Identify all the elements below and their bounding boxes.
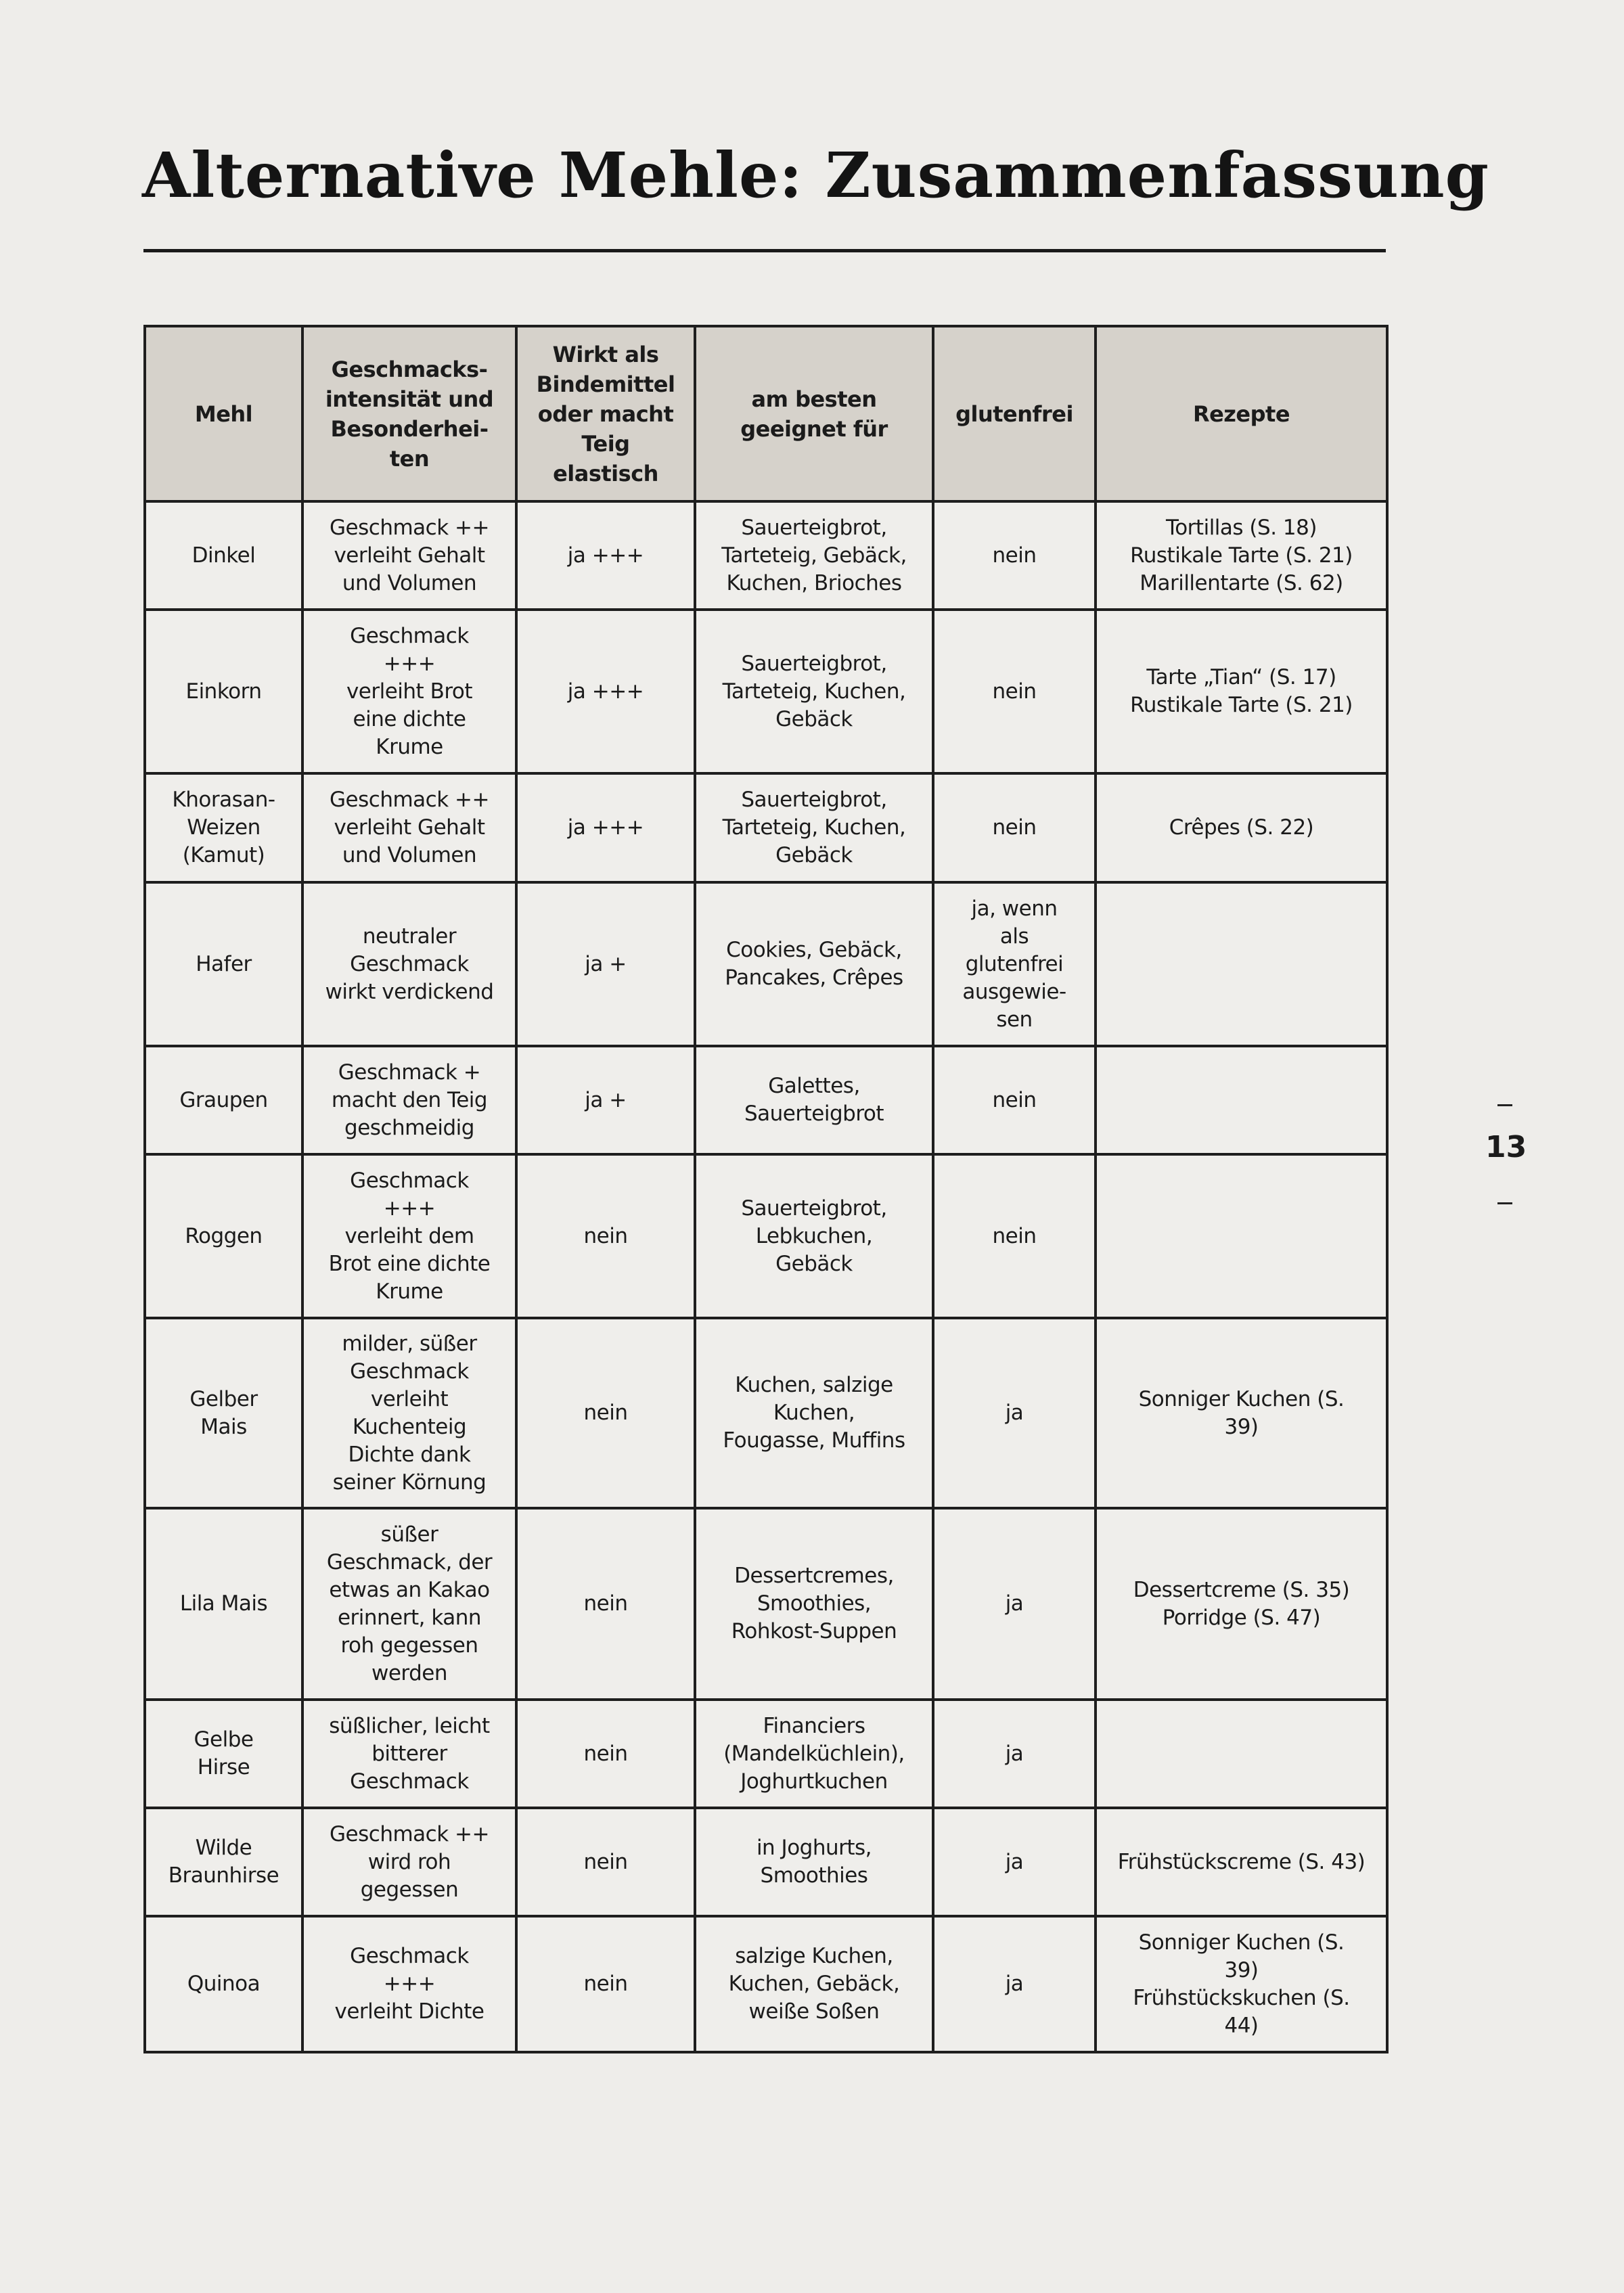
cell-geeignet: Sauerteigbrot, Lebkuchen, Gebäck xyxy=(695,1154,933,1318)
page-title: Alternative Mehle: Zusammenfassung xyxy=(142,139,1489,212)
cell-rezepte xyxy=(1096,1700,1387,1808)
cell-geschmack: Geschmack + macht den Teig geschmeidig xyxy=(302,1046,516,1154)
cell-mehl: Einkorn xyxy=(145,610,302,773)
cell-mehl: Quinoa xyxy=(145,1916,302,2052)
cell-geeignet: Cookies, Gebäck, Pancakes, Crêpes xyxy=(695,882,933,1046)
table-row xyxy=(145,773,1387,882)
cell-geeignet: Financiers (Mandelküchlein), Joghurtkuchen xyxy=(695,1700,933,1808)
cell-mehl: Gelbe Hirse xyxy=(145,1700,302,1808)
page-number-dash-top xyxy=(1497,1104,1512,1106)
cell-geschmack: milder, süßer Geschmack verleiht Kuchenteig Dichte dank seiner Körnung xyxy=(302,1318,516,1508)
header-mehl: Mehl xyxy=(145,326,302,501)
table-row xyxy=(145,610,1387,773)
cell-geschmack: Geschmack +++ verleiht dem Brot eine dichte Krume xyxy=(302,1154,516,1318)
cell-geeignet: Sauerteigbrot, Tarteteig, Kuchen, Gebäck xyxy=(695,773,933,882)
table-header-row xyxy=(145,326,1387,501)
cell-glutenfrei: ja xyxy=(933,1318,1096,1508)
cell-glutenfrei: ja xyxy=(933,1508,1096,1700)
cell-geschmack: Geschmack +++ verleiht Brot eine dichte Krume xyxy=(302,610,516,773)
header-geschmack: Geschmacks- intensität und Besonderhei- ten xyxy=(302,326,516,501)
cell-geeignet: in Joghurts, Smoothies xyxy=(695,1808,933,1916)
header-bindemittel: Wirkt als Bindemittel oder macht Teig elastisch xyxy=(516,326,695,501)
cell-mehl: Graupen xyxy=(145,1046,302,1154)
cell-bindemittel: nein xyxy=(516,1508,695,1700)
cell-glutenfrei: nein xyxy=(933,1154,1096,1318)
cell-glutenfrei: nein xyxy=(933,501,1096,610)
cell-bindemittel: nein xyxy=(516,1318,695,1508)
cell-bindemittel: ja +++ xyxy=(516,773,695,882)
cell-geschmack: Geschmack ++ verleiht Gehalt und Volumen xyxy=(302,501,516,610)
cell-bindemittel: nein xyxy=(516,1154,695,1318)
cell-geschmack: süßer Geschmack, der etwas an Kakao erinnert, kann roh gegessen werden xyxy=(302,1508,516,1700)
cell-glutenfrei: nein xyxy=(933,773,1096,882)
page-number: 13 xyxy=(1485,1130,1527,1164)
table-row xyxy=(145,1046,1387,1154)
cell-bindemittel: ja + xyxy=(516,1046,695,1154)
table-row xyxy=(145,1508,1387,1700)
cell-mehl: Lila Mais xyxy=(145,1508,302,1700)
cell-geeignet: Sauerteigbrot, Tarteteig, Gebäck, Kuchen, Brioches xyxy=(695,501,933,610)
cell-glutenfrei: nein xyxy=(933,610,1096,773)
cell-geeignet: Kuchen, salzige Kuchen, Fougasse, Muffins xyxy=(695,1318,933,1508)
table-row xyxy=(145,501,1387,610)
cell-mehl: Wilde Braunhirse xyxy=(145,1808,302,1916)
cell-bindemittel: ja +++ xyxy=(516,501,695,610)
cell-bindemittel: nein xyxy=(516,1700,695,1808)
cell-rezepte: Tarte „Tian“ (S. 17) Rustikale Tarte (S. 21) xyxy=(1096,610,1387,773)
cell-geschmack: neutraler Geschmack wirkt verdickend xyxy=(302,882,516,1046)
cell-geeignet: salzige Kuchen, Kuchen, Gebäck, weiße Soßen xyxy=(695,1916,933,2052)
cell-rezepte: Sonniger Kuchen (S. 39) xyxy=(1096,1318,1387,1508)
cell-mehl: Dinkel xyxy=(145,501,302,610)
cell-rezepte xyxy=(1096,1046,1387,1154)
cell-rezepte: Tortillas (S. 18) Rustikale Tarte (S. 21) Marillentarte (S. 62) xyxy=(1096,501,1387,610)
cell-glutenfrei: ja xyxy=(933,1916,1096,2052)
cell-geschmack: süßlicher, leicht bitterer Geschmack xyxy=(302,1700,516,1808)
table-row xyxy=(145,1154,1387,1318)
cell-bindemittel: ja +++ xyxy=(516,610,695,773)
header-glutenfrei: glutenfrei xyxy=(933,326,1096,501)
header-rezepte: Rezepte xyxy=(1096,326,1387,501)
page-number-dash-bottom xyxy=(1497,1202,1512,1204)
cell-rezepte xyxy=(1096,882,1387,1046)
table-row xyxy=(145,1916,1387,2052)
cell-glutenfrei: ja, wenn als glutenfrei ausgewie- sen xyxy=(933,882,1096,1046)
cell-geschmack: Geschmack ++ verleiht Gehalt und Volumen xyxy=(302,773,516,882)
cell-rezepte xyxy=(1096,1154,1387,1318)
cell-rezepte: Frühstückscreme (S. 43) xyxy=(1096,1808,1387,1916)
table-row xyxy=(145,1700,1387,1808)
table-row xyxy=(145,1318,1387,1508)
cell-glutenfrei: nein xyxy=(933,1046,1096,1154)
cell-rezepte: Dessertcreme (S. 35) Porridge (S. 47) xyxy=(1096,1508,1387,1700)
cell-bindemittel: nein xyxy=(516,1916,695,2052)
cell-mehl: Khorasan- Weizen (Kamut) xyxy=(145,773,302,882)
cell-glutenfrei: ja xyxy=(933,1808,1096,1916)
flour-summary-table xyxy=(143,325,1389,2053)
cell-bindemittel: nein xyxy=(516,1808,695,1916)
title-divider xyxy=(143,249,1386,252)
cell-bindemittel: ja + xyxy=(516,882,695,1046)
cell-geeignet: Sauerteigbrot, Tarteteig, Kuchen, Gebäck xyxy=(695,610,933,773)
cell-geschmack: Geschmack +++ verleiht Dichte xyxy=(302,1916,516,2052)
cell-rezepte: Sonniger Kuchen (S. 39) Frühstückskuchen (S. 44) xyxy=(1096,1916,1387,2052)
cell-mehl: Hafer xyxy=(145,882,302,1046)
cell-geschmack: Geschmack ++ wird roh gegessen xyxy=(302,1808,516,1916)
cell-mehl: Roggen xyxy=(145,1154,302,1318)
header-geeignet: am besten geeignet für xyxy=(695,326,933,501)
cell-geeignet: Dessertcremes, Smoothies, Rohkost-Suppen xyxy=(695,1508,933,1700)
cell-rezepte: Crêpes (S. 22) xyxy=(1096,773,1387,882)
cell-glutenfrei: ja xyxy=(933,1700,1096,1808)
table-row xyxy=(145,1808,1387,1916)
table-row xyxy=(145,882,1387,1046)
cell-mehl: Gelber Mais xyxy=(145,1318,302,1508)
cell-geeignet: Galettes, Sauerteigbrot xyxy=(695,1046,933,1154)
